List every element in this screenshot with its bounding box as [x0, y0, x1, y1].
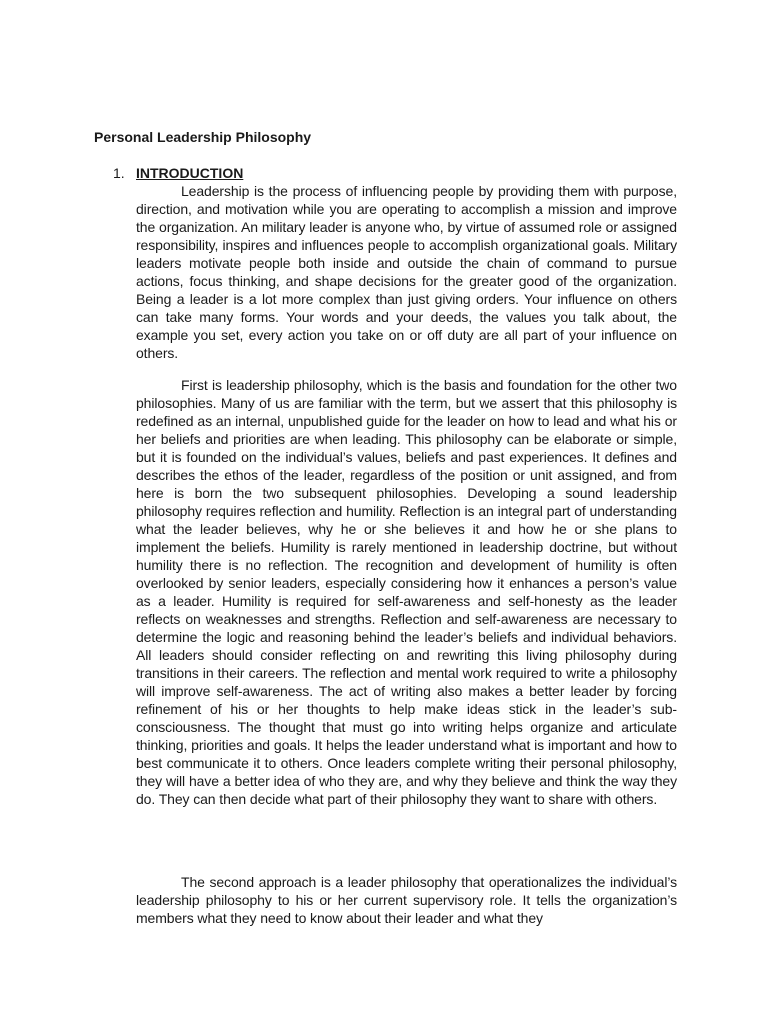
document-title: Personal Leadership Philosophy	[94, 129, 312, 145]
paragraph-second-approach: The second approach is a leader philosophy that operationalizes the individual’s leadership philosophy to his or her current supervisory role. It tells the organization’s members what they need to know about their leader and what they	[136, 874, 677, 926]
paragraph-introduction: Leadership is the process of influencing people by providing them with purpose, direction, and motivation while you are operating to accomplish a mission and improve the organization. An military leader is anyone who, by virtue of assumed role or assigned responsibility, inspires and influences people to accomplish organizational goals. Military leaders motivate people both inside and outside the chain of command to pursue actions, focus thinking, and shape decisions for the greater good of the organization. Being a leader is a lot more complex than just giving orders. Your influence on others can take many forms. Your words and your deeds, the values you talk about, the example you set, every action you take on or off duty are all part of your influence on others.	[136, 183, 677, 361]
section-number: 1.	[113, 165, 125, 181]
section-heading-text: INTRODUCTION	[136, 165, 244, 181]
paragraph-leadership-philosophy: First is leadership philosophy, which is the basis and foundation for the other two philosophies. Many of us are familiar with the term, but we assert that this philosophy is redefined as an internal, unpublished guide for the leader on how to lead and what his or her beliefs and priorities are when leading. This philosophy can be elaborate or simple, but it is founded on the individual’s values, beliefs and past experiences. It defines and describes the ethos of the leader, regardless of the position or unit assigned, and from here is born the two subsequent philosophies. Developing a sound leadership philosophy requires reflection and humility. Reflection is an integral part of understanding what the leader believes, why he or she believes it and how he or she plans to implement the beliefs. Humility is rarely mentioned in leadership doctrine, but without humility there is no reflection. The recognition and development of humility is often overlooked by senior leaders, especially considering how it enhances a person’s value as a leader. Humility is required for self-awareness and self-honesty as the leader reflects on weaknesses and strengths. Reflection and self-awareness are necessary to determine the logic and reasoning behind the leader’s beliefs and individual behaviors. All leaders should consider reflecting on and rewriting this living philosophy during transitions in their careers. The reflection and mental work required to write a philosophy will improve self-awareness. The act of writing also makes a better leader by forcing refinement of his or her thoughts to help make ideas stick in the leader’s sub-consciousness. The thought that must go into writing helps organize and articulate thinking, priorities and goals. It helps the leader understand what is important and how to best communicate it to others. Once leaders complete writing their personal philosophy, they will have a better idea of who they are, and why they believe and think the way they do. They can then decide what part of their philosophy they want to share with others.	[136, 377, 677, 807]
section-heading	[113, 164, 243, 182]
